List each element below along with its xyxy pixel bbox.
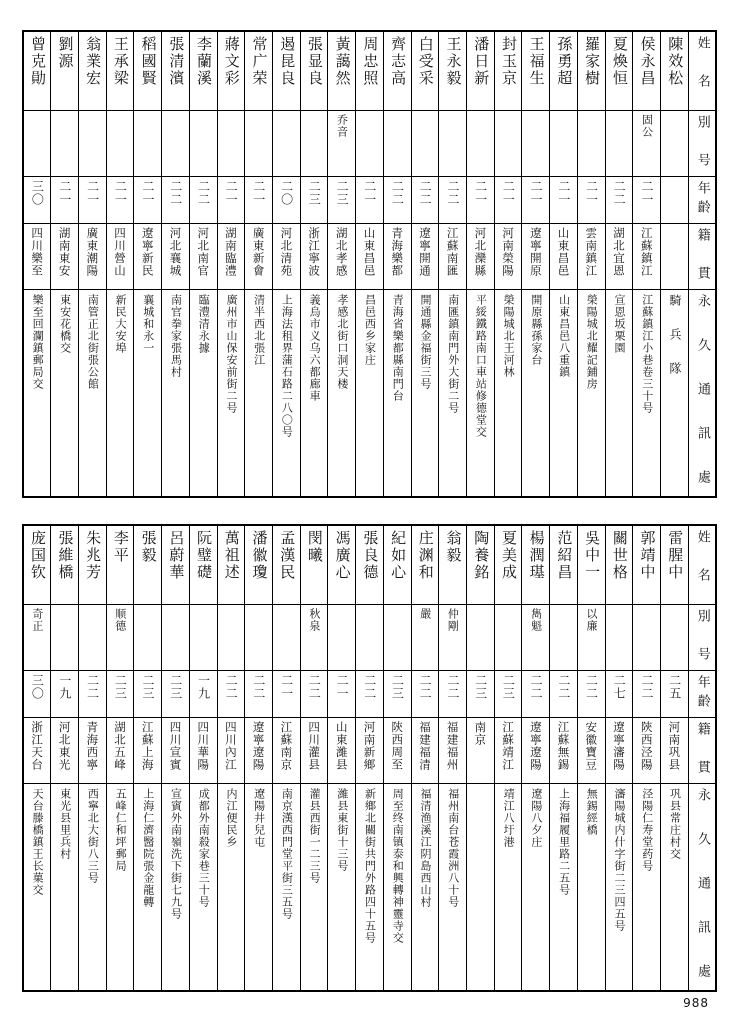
cell-name: 張良德	[356, 525, 384, 605]
cell-address: 東安花橋交	[51, 290, 79, 498]
cell-address: 廣州市山保安前街二号	[217, 290, 245, 498]
cell-age: 二一	[328, 671, 356, 718]
row-age-lower	[23, 671, 716, 718]
cell-age: 二一	[633, 177, 661, 224]
cell-age: 二一	[134, 177, 162, 224]
roster-table-lower	[22, 524, 717, 992]
cell-alias	[383, 111, 411, 177]
cell-alias	[162, 111, 190, 177]
cell-address: 昌邑西乡家庄	[356, 290, 384, 498]
cell-alias	[411, 111, 439, 177]
cell-name: 齊志高	[383, 31, 411, 111]
cell-unit-label: 騎 兵 隊	[661, 290, 689, 498]
cell-age: 二一	[51, 177, 79, 224]
cell-native-place: 遼寧遼陽	[522, 718, 550, 784]
cell-name: 夏美成	[494, 525, 522, 605]
cell-alias	[162, 605, 190, 671]
cell-age: 二二	[550, 671, 578, 718]
cell-alias: 以廉	[577, 605, 605, 671]
cell-native-place: 河南巩县	[661, 718, 689, 784]
cell-address: 開原縣孫家台	[522, 290, 550, 498]
row-native-place-lower	[23, 718, 716, 784]
cell-alias: 固公	[633, 111, 661, 177]
cell-address: 清半西北張江	[245, 290, 273, 498]
cell-name: 吳中一	[577, 525, 605, 605]
cell-address: 臨澧清永據	[189, 290, 217, 498]
cell-name: 陶養銘	[467, 525, 495, 605]
cell-age: 二一	[106, 177, 134, 224]
cell-native-place: 山東昌邑	[550, 224, 578, 290]
cell-native-place: 四川灌县	[300, 718, 328, 784]
cell-age: 三〇	[23, 671, 51, 718]
cell-address: 灌县西街一二三号	[300, 784, 328, 992]
cell-age: 二二	[439, 671, 467, 718]
cell-age: 二三	[134, 671, 162, 718]
cell-native-place: 湖北宜恩	[605, 224, 633, 290]
cell-alias	[300, 111, 328, 177]
cell-age: 二三	[162, 671, 190, 718]
cell-alias	[577, 111, 605, 177]
cell-address: 上海仁濟醫院張金龍轉	[134, 784, 162, 992]
cell-age: 二七	[605, 671, 633, 718]
cell-address: 遼陽井兒屯	[245, 784, 273, 992]
cell-alias	[439, 111, 467, 177]
cell-age: 二一	[467, 177, 495, 224]
cell-alias: 乔音	[328, 111, 356, 177]
cell-native-place: 河北東光	[51, 718, 79, 784]
cell-alias	[605, 605, 633, 671]
cell-age: 二一	[550, 177, 578, 224]
cell-age: 一九	[189, 671, 217, 718]
cell-native-place: 遼寧開通	[411, 224, 439, 290]
cell-native-place: 江蘇無錫	[550, 718, 578, 784]
cell-address: 江蘇鎮江小巷卷三十号	[633, 290, 661, 498]
cell-age: 二三	[383, 671, 411, 718]
cell-address: 東光县里兵村	[51, 784, 79, 992]
cell-address: 南京漢西門堂平街三五号	[272, 784, 300, 992]
cell-address: 榮陽城北耀記鋪房	[577, 290, 605, 498]
cell-native-place: 南京	[467, 718, 495, 784]
cell-name: 曾克勛	[23, 31, 51, 111]
cell-age: 二二	[245, 671, 273, 718]
cell-alias	[356, 605, 384, 671]
cell-alias: 奇正	[23, 605, 51, 671]
cell-name: 翁業宏	[78, 31, 106, 111]
cell-name: 張清濱	[162, 31, 190, 111]
cell-address: 孝感北街口洞天楼	[328, 290, 356, 498]
header-alias: 別 号	[688, 605, 716, 671]
cell-age: 二二	[217, 671, 245, 718]
cell-name: 王福生	[522, 31, 550, 111]
cell-address: 開通縣金福街三号	[411, 290, 439, 498]
cell-alias	[189, 605, 217, 671]
header-address: 永 久 通 訊 處	[688, 784, 716, 992]
cell-native-place: 河南榮陽	[494, 224, 522, 290]
cell-name: 阮璧礎	[189, 525, 217, 605]
cell-native-place: 河北灤縣	[467, 224, 495, 290]
cell-name: 翁毅	[439, 525, 467, 605]
cell-name: 劉源	[51, 31, 79, 111]
cell-native-place: 河南新鄉	[356, 718, 384, 784]
cell-name: 孫勇超	[550, 31, 578, 111]
cell-age: 二三	[467, 671, 495, 718]
cell-age: 二二	[633, 671, 661, 718]
cell-name: 侯永昌	[633, 31, 661, 111]
cell-alias	[467, 605, 495, 671]
table-separator	[22, 498, 717, 524]
cell-name: 夏煥恒	[605, 31, 633, 111]
cell-age: 二二	[356, 671, 384, 718]
cell-name: 紀如心	[383, 525, 411, 605]
cell-name: 張毅	[134, 525, 162, 605]
cell-address: 山東昌邑八重鎮	[550, 290, 578, 498]
cell-address: 青海省樂都縣南門台	[383, 290, 411, 498]
cell-name: 朱兆芳	[78, 525, 106, 605]
cell-name: 常广荣	[245, 31, 273, 111]
cell-name: 關世格	[605, 525, 633, 605]
header-alias: 別 号	[688, 111, 716, 177]
cell-native-place: 湖南東安	[51, 224, 79, 290]
cell-age: 二二	[383, 177, 411, 224]
cell-name: 馮廣心	[328, 525, 356, 605]
cell-address: 遼陽八夕庄	[522, 784, 550, 992]
roster-table-upper	[22, 30, 717, 498]
row-age-upper	[23, 177, 716, 224]
cell-age: 二一	[356, 177, 384, 224]
cell-alias	[383, 605, 411, 671]
cell-alias	[189, 111, 217, 177]
cell-native-place: 江蘇靖江	[494, 718, 522, 784]
cell-age: 二〇	[272, 177, 300, 224]
cell-age: 二二	[78, 671, 106, 718]
cell-address: 内江便民乡	[217, 784, 245, 992]
row-native-place-upper	[23, 224, 716, 290]
cell-address: 上海法租界蒲石路二八〇号	[272, 290, 300, 498]
row-name-lower	[23, 525, 716, 605]
cell-alias	[272, 605, 300, 671]
cell-age: 二一	[577, 177, 605, 224]
cell-name: 羅家樹	[577, 31, 605, 111]
cell-native-place: 四川樂至	[23, 224, 51, 290]
cell-native-place: 雲南鎮江	[577, 224, 605, 290]
cell-name: 庄渊和	[411, 525, 439, 605]
cell-address: 樂至回瀾鎮郵局交	[23, 290, 51, 498]
cell-native-place: 湖北五峰	[106, 718, 134, 784]
cell-address: 西寧北大街八三号	[78, 784, 106, 992]
cell-age: 二三	[494, 671, 522, 718]
cell-alias	[494, 111, 522, 177]
cell-alias	[661, 605, 689, 671]
cell-name: 遏昆良	[272, 31, 300, 111]
cell-alias	[134, 605, 162, 671]
cell-address: 義烏市义乌六都廊車	[300, 290, 328, 498]
cell-alias	[134, 111, 162, 177]
cell-name: 封玉京	[494, 31, 522, 111]
cell-address: 福州南台苍霞洲八十号	[439, 784, 467, 992]
cell-name: 呂蔚華	[162, 525, 190, 605]
cell-alias	[51, 111, 79, 177]
header-native-place: 籍 貫	[688, 224, 716, 290]
cell-alias	[633, 605, 661, 671]
cell-native-place: 廣東潮陽	[78, 224, 106, 290]
row-name-upper	[23, 31, 716, 111]
cell-age: 二五	[661, 671, 689, 718]
cell-native-place: 遼寧新民	[134, 224, 162, 290]
cell-alias	[605, 111, 633, 177]
cell-native-place: 廣東新會	[245, 224, 273, 290]
cell-address: 宣賓外南嶺洗下街七九号	[162, 784, 190, 992]
header-address: 永 久 通 訊 處	[688, 290, 716, 498]
cell-alias	[51, 605, 79, 671]
cell-native-place: 四川宣賓	[162, 718, 190, 784]
cell-address: 宣恩坂栗園	[605, 290, 633, 498]
cell-address: 榮陽城北王河林	[494, 290, 522, 498]
cell-age: 二一	[217, 177, 245, 224]
cell-address: 瀋陽城内什字街二三四五号	[605, 784, 633, 992]
cell-name: 李平	[106, 525, 134, 605]
cell-native-place: 遼寧瀋陽	[605, 718, 633, 784]
cell-age: 三〇	[23, 177, 51, 224]
row-address-lower	[23, 784, 716, 992]
cell-age: 二三	[106, 671, 134, 718]
cell-alias	[550, 111, 578, 177]
cell-address: 新民大安埠	[106, 290, 134, 498]
cell-alias	[522, 111, 550, 177]
cell-address	[467, 784, 495, 992]
cell-native-place: 河北清苑	[272, 224, 300, 290]
cell-age: 二二	[605, 177, 633, 224]
cell-name: 稻國賢	[134, 31, 162, 111]
cell-native-place: 浙江寧波	[300, 224, 328, 290]
cell-address: 南管正北街張公館	[78, 290, 106, 498]
cell-name: 庞国钦	[23, 525, 51, 605]
cell-name: 陳效松	[661, 31, 689, 111]
cell-alias: 顺德	[106, 605, 134, 671]
cell-name: 張显良	[300, 31, 328, 111]
row-alias-lower	[23, 605, 716, 671]
cell-native-place: 湖北孝感	[328, 224, 356, 290]
cell-address: 南匯鎮南門外大街二号	[439, 290, 467, 498]
cell-native-place: 陝西泾陽	[633, 718, 661, 784]
cell-alias	[328, 605, 356, 671]
cell-name: 潘日新	[467, 31, 495, 111]
cell-name: 潘徽瓊	[245, 525, 273, 605]
cell-address: 無錫經橋	[577, 784, 605, 992]
cell-address: 成都外南殺家巷三十号	[189, 784, 217, 992]
cell-native-place: 浙江天台	[23, 718, 51, 784]
cell-alias: 秋泉	[300, 605, 328, 671]
cell-name: 李蘭溪	[189, 31, 217, 111]
cell-alias: 嚴	[411, 605, 439, 671]
cell-age: 二一	[272, 671, 300, 718]
cell-native-place: 江蘇南京	[272, 718, 300, 784]
cell-name: 范紹昌	[550, 525, 578, 605]
cell-address: 平綏鐵路南口車站修德堂交	[467, 290, 495, 498]
cell-age: 二二	[522, 671, 550, 718]
cell-address: 濰县東街十三号	[328, 784, 356, 992]
cell-alias	[78, 111, 106, 177]
cell-age: 二一	[78, 177, 106, 224]
row-alias-upper	[23, 111, 716, 177]
cell-native-place: 青海樂都	[383, 224, 411, 290]
cell-address: 巩县常庄村交	[661, 784, 689, 992]
cell-age: 二二	[439, 177, 467, 224]
cell-address: 襄城和永一	[134, 290, 162, 498]
cell-name: 蔣文彩	[217, 31, 245, 111]
cell-name: 楊潤璂	[522, 525, 550, 605]
cell-age: 二二	[162, 177, 190, 224]
cell-address: 靖江八圩港	[494, 784, 522, 992]
cell-name: 雷腥中	[661, 525, 689, 605]
cell-alias	[356, 111, 384, 177]
cell-native-place: 江蘇鎮江	[633, 224, 661, 290]
header-age: 年齡	[688, 177, 716, 224]
cell-alias	[23, 111, 51, 177]
cell-native-place: 四川營山	[106, 224, 134, 290]
cell-age: 二二	[300, 671, 328, 718]
row-address-upper	[23, 290, 716, 498]
cell-address: 泾陽仁寿堂药号	[633, 784, 661, 992]
header-native-place: 籍 貫	[688, 718, 716, 784]
cell-native-place: 陝西周至	[383, 718, 411, 784]
cell-age: 二二	[189, 177, 217, 224]
cell-native-place: 福建福清	[411, 718, 439, 784]
cell-age: 二二	[411, 177, 439, 224]
cell-native-place: 遼寧開原	[522, 224, 550, 290]
cell-name: 周忠照	[356, 31, 384, 111]
cell-native-place: 河北南官	[189, 224, 217, 290]
cell-alias	[661, 111, 689, 177]
header-name: 姓 名	[688, 31, 716, 111]
cell-age: 二三	[328, 177, 356, 224]
cell-name: 萬祖述	[217, 525, 245, 605]
cell-alias	[272, 111, 300, 177]
cell-address: 新鄉北關街共門外路四十五号	[356, 784, 384, 992]
page-number: 988	[683, 996, 709, 1010]
cell-alias	[245, 605, 273, 671]
cell-name: 黃藹然	[328, 31, 356, 111]
cell-address: 天台滕橋鎮王长菓交	[23, 784, 51, 992]
cell-address: 福清渔溪江阴島西山村	[411, 784, 439, 992]
cell-native-place: 山東濰县	[328, 718, 356, 784]
cell-name: 郭靖中	[633, 525, 661, 605]
cell-address: 五峰仁和坪郵局	[106, 784, 134, 992]
cell-address: 周至终南镇泰和興轉神靈寺交	[383, 784, 411, 992]
cell-native-place: 四川華陽	[189, 718, 217, 784]
cell-alias	[494, 605, 522, 671]
cell-native-place: 山東昌邑	[356, 224, 384, 290]
cell-native-place: 湖南臨澧	[217, 224, 245, 290]
cell-native-place	[661, 224, 689, 290]
cell-name: 王承梁	[106, 31, 134, 111]
cell-name: 張維橋	[51, 525, 79, 605]
header-age: 年齡	[688, 671, 716, 718]
cell-alias	[78, 605, 106, 671]
cell-alias	[467, 111, 495, 177]
cell-age: 二二	[577, 671, 605, 718]
cell-age	[661, 177, 689, 224]
cell-native-place: 遼寧遼陽	[245, 718, 273, 784]
cell-age: 二一	[522, 177, 550, 224]
cell-age: 二一	[494, 177, 522, 224]
cell-age: 二三	[300, 177, 328, 224]
cell-alias: 雋魁	[522, 605, 550, 671]
cell-alias	[106, 111, 134, 177]
header-name: 姓 名	[688, 525, 716, 605]
cell-native-place: 河北襄城	[162, 224, 190, 290]
cell-native-place: 青海西寧	[78, 718, 106, 784]
cell-name: 孟漢民	[272, 525, 300, 605]
cell-address: 南官拳家張馬村	[162, 290, 190, 498]
cell-native-place: 福建福州	[439, 718, 467, 784]
cell-alias	[217, 605, 245, 671]
cell-address: 上海福履里路二五号	[550, 784, 578, 992]
cell-native-place: 江蘇上海	[134, 718, 162, 784]
cell-age: 一九	[51, 671, 79, 718]
cell-native-place: 四川內江	[217, 718, 245, 784]
cell-age: 二一	[245, 177, 273, 224]
cell-native-place: 安徽寶豆	[577, 718, 605, 784]
cell-age: 二二	[411, 671, 439, 718]
cell-alias	[217, 111, 245, 177]
cell-name: 白受采	[411, 31, 439, 111]
cell-name: 王永毅	[439, 31, 467, 111]
cell-alias	[245, 111, 273, 177]
cell-native-place: 江蘇南匯	[439, 224, 467, 290]
cell-alias: 仲剛	[439, 605, 467, 671]
cell-alias	[550, 605, 578, 671]
cell-name: 閔曦	[300, 525, 328, 605]
